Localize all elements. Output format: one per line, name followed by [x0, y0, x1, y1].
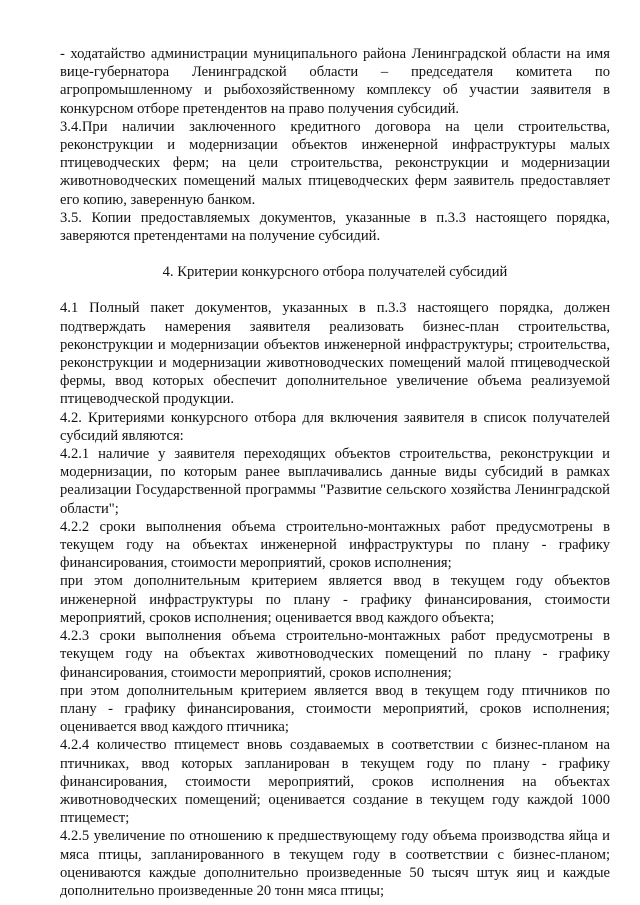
paragraph-4-2-4: 4.2.4 количество птицемест вновь создаваемых в соответствии с бизнес-планом на птичниках, ввод которых запланирован в текущем году по плану - графику финансирования, стоимости мероприятий, сроков исполнения на объектах животноводческих помещений; оценивается создание в текущем году каждой 1000 птицемест; [60, 737, 610, 827]
paragraph-petition: - ходатайство администрации муниципального района Ленинградской области на имя вице-губернатора Ленинградской области – председателя комитета по агропромышленному и рыбохозяйственному комплексу об участии заявителя в конкурсном отборе претендентов на право получения субсидий. [60, 46, 610, 117]
paragraph-4-2-2: 4.2.2 сроки выполнения объема строительно-монтажных работ предусмотрены в текущем году на объектах инженерной инфраструктуры по плану - графику финансирования, стоимости мероприятий, сроков исполнения; [60, 518, 610, 572]
spacer [60, 245, 610, 263]
section-heading: 4. Критерии конкурсного отбора получателей субсидий [162, 264, 508, 281]
paragraph-4-2-5: 4.2.5 увеличение по отношению к предшествующему году объема производства яйца и мяса птицы, запланированного в текущем году в соответствии с бизнес-планом; оцениваются каждые дополнительно произведенные 50 тысяч штук яиц и каждые дополнительно произведенные 20 тонн мяса птицы; [60, 828, 610, 899]
paragraph-4-2: 4.2. Критериями конкурсного отбора для включения заявителя в список получателей субсидий являются: [60, 409, 610, 444]
paragraph-4-2-3: 4.2.3 сроки выполнения объема строительно-монтажных работ предусмотрены в текущем году на объектах животноводческих помещений по плану - графику финансирования, стоимости мероприятий, сроков исполнения; [60, 628, 610, 681]
paragraph-4-2-3-extra: при этом дополнительным критерием является ввод в текущем году птичников по плану - графику финансирования, стоимости мероприятий, сроков исполнения; оценивается ввод каждого птичника; [60, 682, 610, 736]
paragraph-4-1: 4.1 Полный пакет документов, указанных в п.3.3 настоящего порядка, должен подтверждать намерения заявителя реализовать бизнес-план строительства, реконструкции и модернизации объектов инженерной инфраструктуры; строительства, реконструкции и модернизации животноводческих помещений малой птицеводческой фермы, ввод которых обеспечит дополнительное увеличение объема реализуемой птицеводческой продукции. [60, 300, 610, 408]
spacer [60, 281, 610, 299]
paragraph-4-2-1: 4.2.1 наличие у заявителя переходящих объектов строительства, реконструкции и модернизации, по которым ранее выплачивались данные виды субсидий в рамках реализации Государственной программы "Развитие сельского хозяйства Ленинградской области"; [60, 446, 610, 517]
document-page [60, 45, 610, 900]
paragraph-3-4: 3.4.При наличии заключенного кредитного договора на цели строительства, реконструкции и модернизации объектов инженерной инфраструктуры малых птицеводческих ферм; на цели строительства, реконструкции и модернизации животноводческих помещений малых птицеводческих ферм заявитель предоставляет его копию, заверенную банком. [60, 118, 610, 208]
paragraph-3-5: 3.5. Копии предоставляемых документов, указанные в п.3.3 настоящего порядка, заверяются претендентами на получение субсидий. [60, 209, 610, 245]
paragraph-4-2-2-extra: при этом дополнительным критерием является ввод в текущем году объектов инженерной инфраструктуры по плану - графику финансирования, стоимости мероприятий, сроков исполнения; оценивается ввод каждого объекта; [60, 573, 610, 626]
